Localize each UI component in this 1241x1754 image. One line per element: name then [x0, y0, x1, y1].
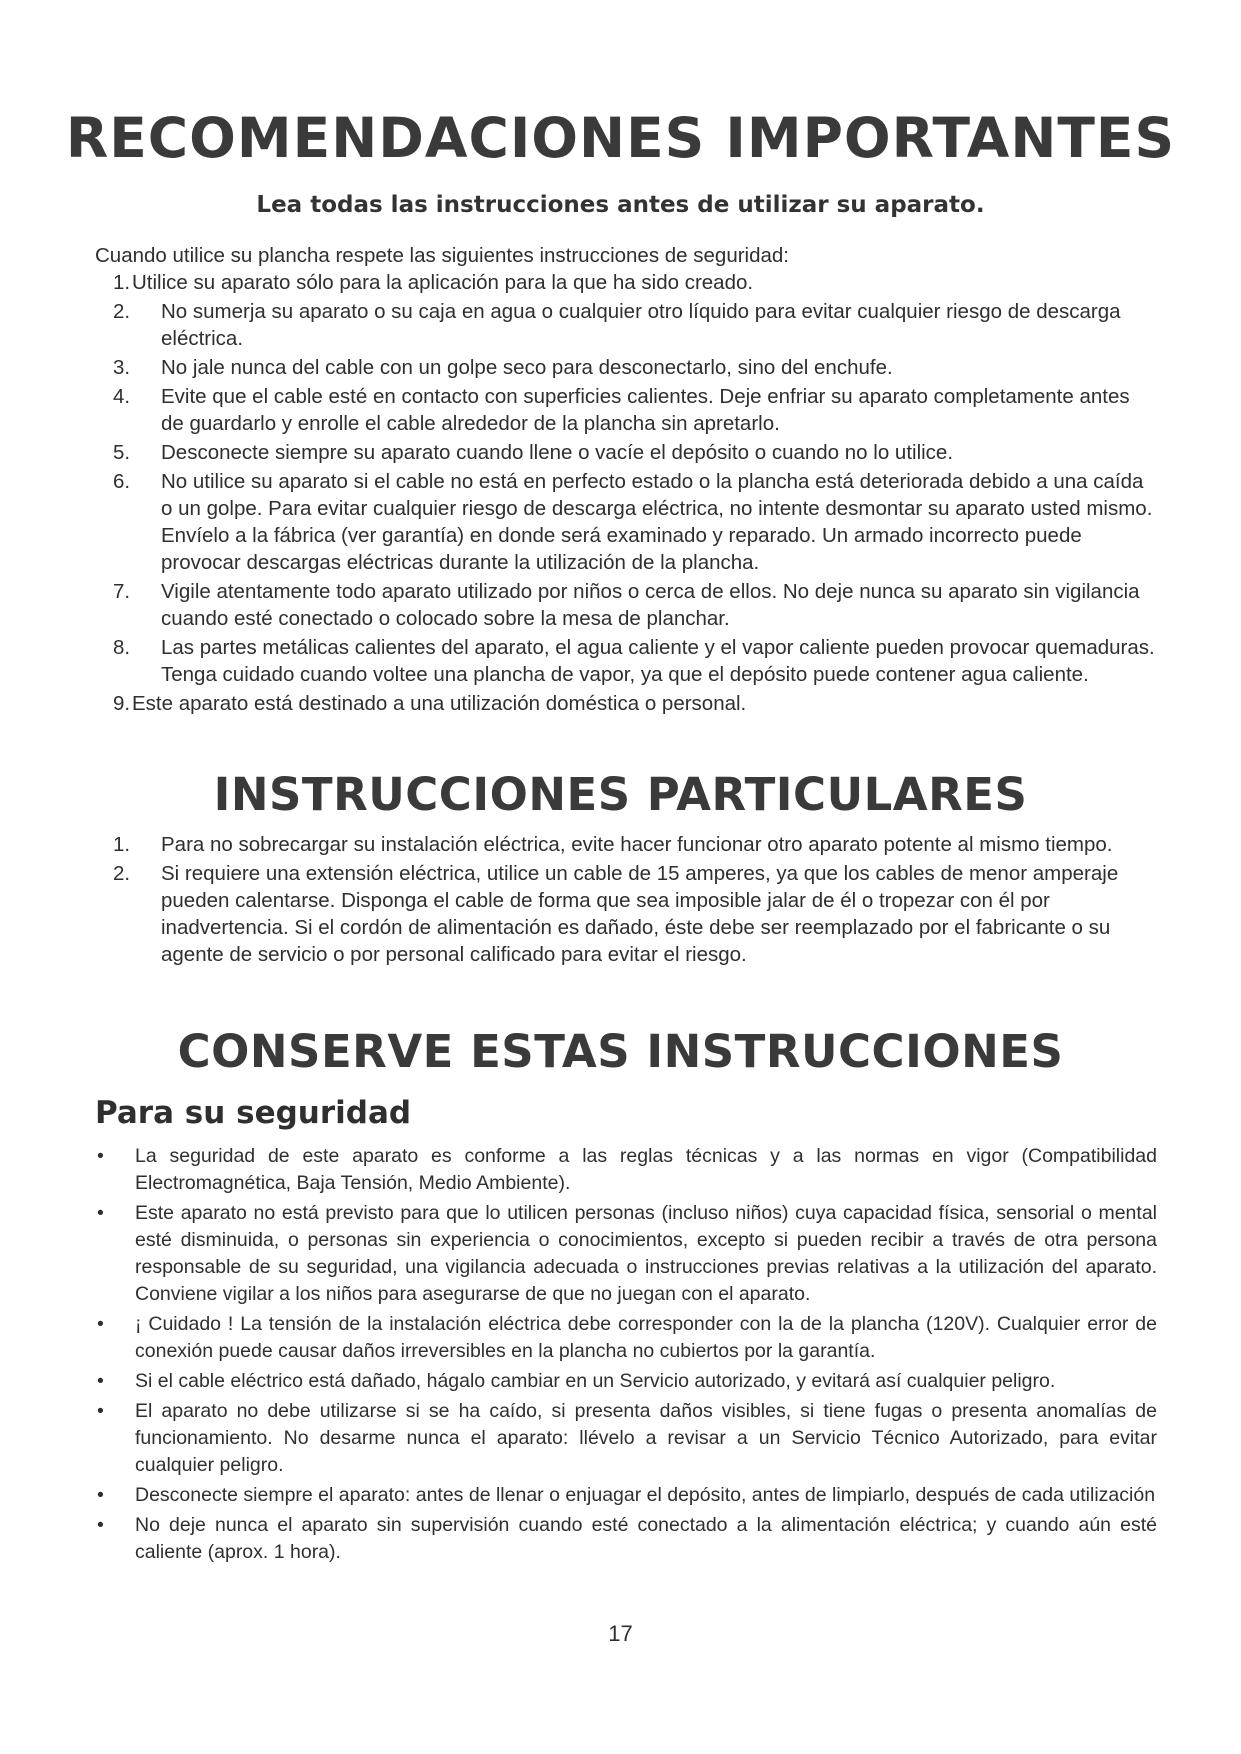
- item-text: Las partes metálicas calientes del aparato, el agua caliente y el vapor caliente pueden provocar quemaduras. Tenga cuidado cuando voltee una plancha de vapor, ya que el depósito puede contener agua caliente.: [161, 636, 1155, 686]
- bullet-text: El aparato no debe utilizarse si se ha caído, si presenta daños visibles, si tiene fugas o presenta anomalías de funcionamiento. No desarme nunca el aparato: llévelo a revisar a un Servicio Técnico Autorizado, para evitar cualquier peligro.: [135, 1400, 1157, 1476]
- item-number: 2.: [113, 300, 131, 323]
- list-item: [95, 383, 1155, 437]
- page-title: RECOMENDACIONES IMPORTANTES: [65, 106, 1176, 170]
- bullet-text: Si el cable eléctrico está dañado, hágalo cambiar en un Servicio autorizado, y evitará así cualquier peligro.: [135, 1370, 1056, 1392]
- bullet-icon: •: [97, 1484, 104, 1506]
- item-text: Este aparato está destinado a una utilización doméstica o personal.: [132, 692, 747, 715]
- item-text: No jale nunca del cable con un golpe seco para desconectarlo, sino del enchufe.: [161, 356, 893, 379]
- list-item: [95, 269, 1155, 296]
- item-number: 7.: [113, 580, 131, 603]
- item-text: Si requiere una extensión eléctrica, utilice un cable de 15 amperes, ya que los cables de menor amperaje pueden calentarse. Disponga el cable de forma que sea imposible jalar de él o tropezar con él por inadvertencia. Si el cordón de alimentación es dañado, éste debe ser reemplazado por el fabricante o su agente de servicio o por personal calificado para evitar el riesgo.: [161, 862, 1119, 966]
- item-number: 9.: [113, 692, 131, 715]
- item-text: No sumerja su aparato o su caja en agua o cualquier otro líquido para evitar cualquier riesgo de descarga eléctrica.: [161, 300, 1121, 350]
- item-number: 4.: [113, 385, 131, 408]
- page-subtitle: Lea todas las instrucciones antes de utilizar su aparato.: [256, 192, 985, 218]
- bullet-item: [95, 1311, 1157, 1365]
- list-item: [95, 578, 1155, 632]
- item-number: 1.: [113, 271, 131, 294]
- bullet-item: [95, 1368, 1157, 1395]
- section-heading-seguridad: Para su seguridad: [95, 1095, 412, 1131]
- item-number: 1.: [113, 833, 131, 856]
- item-number: 3.: [113, 356, 131, 379]
- bullet-icon: •: [97, 1400, 104, 1422]
- item-text: No utilice su aparato si el cable no está en perfecto estado o la plancha está deteriorada debido a una caída o un golpe. Para evitar cualquier riesgo de descarga eléctrica, no intente desmontar su aparato usted mismo. Envíelo a la fábrica (ver garantía) en donde será examinado y reparado. Un armado incorrecto puede provocar descargas eléctricas durante la utilización de la plancha.: [161, 470, 1153, 574]
- bullet-item: [95, 1143, 1157, 1197]
- bullet-item: [95, 1482, 1157, 1509]
- item-number: 2.: [113, 862, 131, 885]
- particular-instructions-list: [95, 831, 1155, 970]
- bullet-item: [95, 1200, 1157, 1308]
- bullet-icon: •: [97, 1313, 104, 1335]
- bullet-text: Desconecte siempre el aparato: antes de llenar o enjuagar el depósito, antes de limpiarlo, después de cada utilización: [135, 1484, 1156, 1506]
- bullet-text: No deje nunca el aparato sin supervisión cuando esté conectado a la alimentación eléctrica; y cuando aún esté caliente (aprox. 1 hora).: [135, 1514, 1157, 1563]
- section-title-particulares: INSTRUCCIONES PARTICULARES: [213, 768, 1028, 821]
- safety-instructions-list: [95, 269, 1155, 719]
- item-text: Evite que el cable esté en contacto con superficies calientes. Deje enfriar su aparato completamente antes de guardarlo y enrolle el cable alrededor de la plancha sin apretarlo.: [161, 385, 1130, 435]
- item-number: 6.: [113, 470, 131, 493]
- item-text: Desconecte siempre su aparato cuando llene o vacíe el depósito o cuando no lo utilice.: [161, 441, 954, 464]
- item-text: Para no sobrecargar su instalación eléctrica, evite hacer funcionar otro aparato potente al mismo tiempo.: [161, 833, 1113, 856]
- list-item: [95, 468, 1155, 576]
- list-item: [95, 831, 1155, 858]
- safety-bullets-list: [95, 1143, 1157, 1569]
- page-number: 17: [608, 1621, 633, 1646]
- list-item: [95, 354, 1155, 381]
- section-title-conserve: CONSERVE ESTAS INSTRUCCIONES: [177, 1025, 1064, 1078]
- list-item: [95, 860, 1155, 968]
- item-number: 8.: [113, 636, 131, 659]
- item-text: Vigile atentamente todo aparato utilizado por niños o cerca de ellos. No deje nunca su aparato sin vigilancia cuando esté conectado o colocado sobre la mesa de planchar.: [161, 580, 1140, 630]
- item-number: 5.: [113, 441, 131, 464]
- bullet-icon: •: [97, 1202, 104, 1224]
- list-item: [95, 690, 1155, 717]
- list-item: [95, 439, 1155, 466]
- bullet-icon: •: [97, 1514, 104, 1536]
- bullet-item: [95, 1512, 1157, 1566]
- bullet-item: [95, 1398, 1157, 1479]
- bullet-icon: •: [97, 1145, 104, 1167]
- list-item: [95, 634, 1155, 688]
- list-item: [95, 298, 1155, 352]
- intro-text: Cuando utilice su plancha respete las siguientes instrucciones de seguridad:: [95, 244, 790, 267]
- bullet-text: La seguridad de este aparato es conforme a las reglas técnicas y a las normas en vigor (Compatibilidad Electromagnética, Baja Tensión, Medio Ambiente).: [135, 1145, 1157, 1194]
- bullet-icon: •: [97, 1370, 104, 1392]
- item-text: Utilice su aparato sólo para la aplicación para la que ha sido creado.: [132, 271, 754, 294]
- bullet-text: Este aparato no está previsto para que lo utilicen personas (incluso niños) cuya capacidad física, sensorial o mental esté disminuida, o personas sin experiencia o conocimientos, excepto si pueden recibir a través de otra persona responsable de su seguridad, una vigilancia adecuada o instrucciones previas relativas a la utilización del aparato. Conviene vigilar a los niños para asegurarse de que no juegan con el aparato.: [135, 1202, 1157, 1305]
- bullet-text: ¡ Cuidado ! La tensión de la instalación eléctrica debe corresponder con la de la plancha (120V). Cualquier error de conexión puede causar daños irreversibles en la plancha no cubiertos por la garantía.: [135, 1313, 1157, 1362]
